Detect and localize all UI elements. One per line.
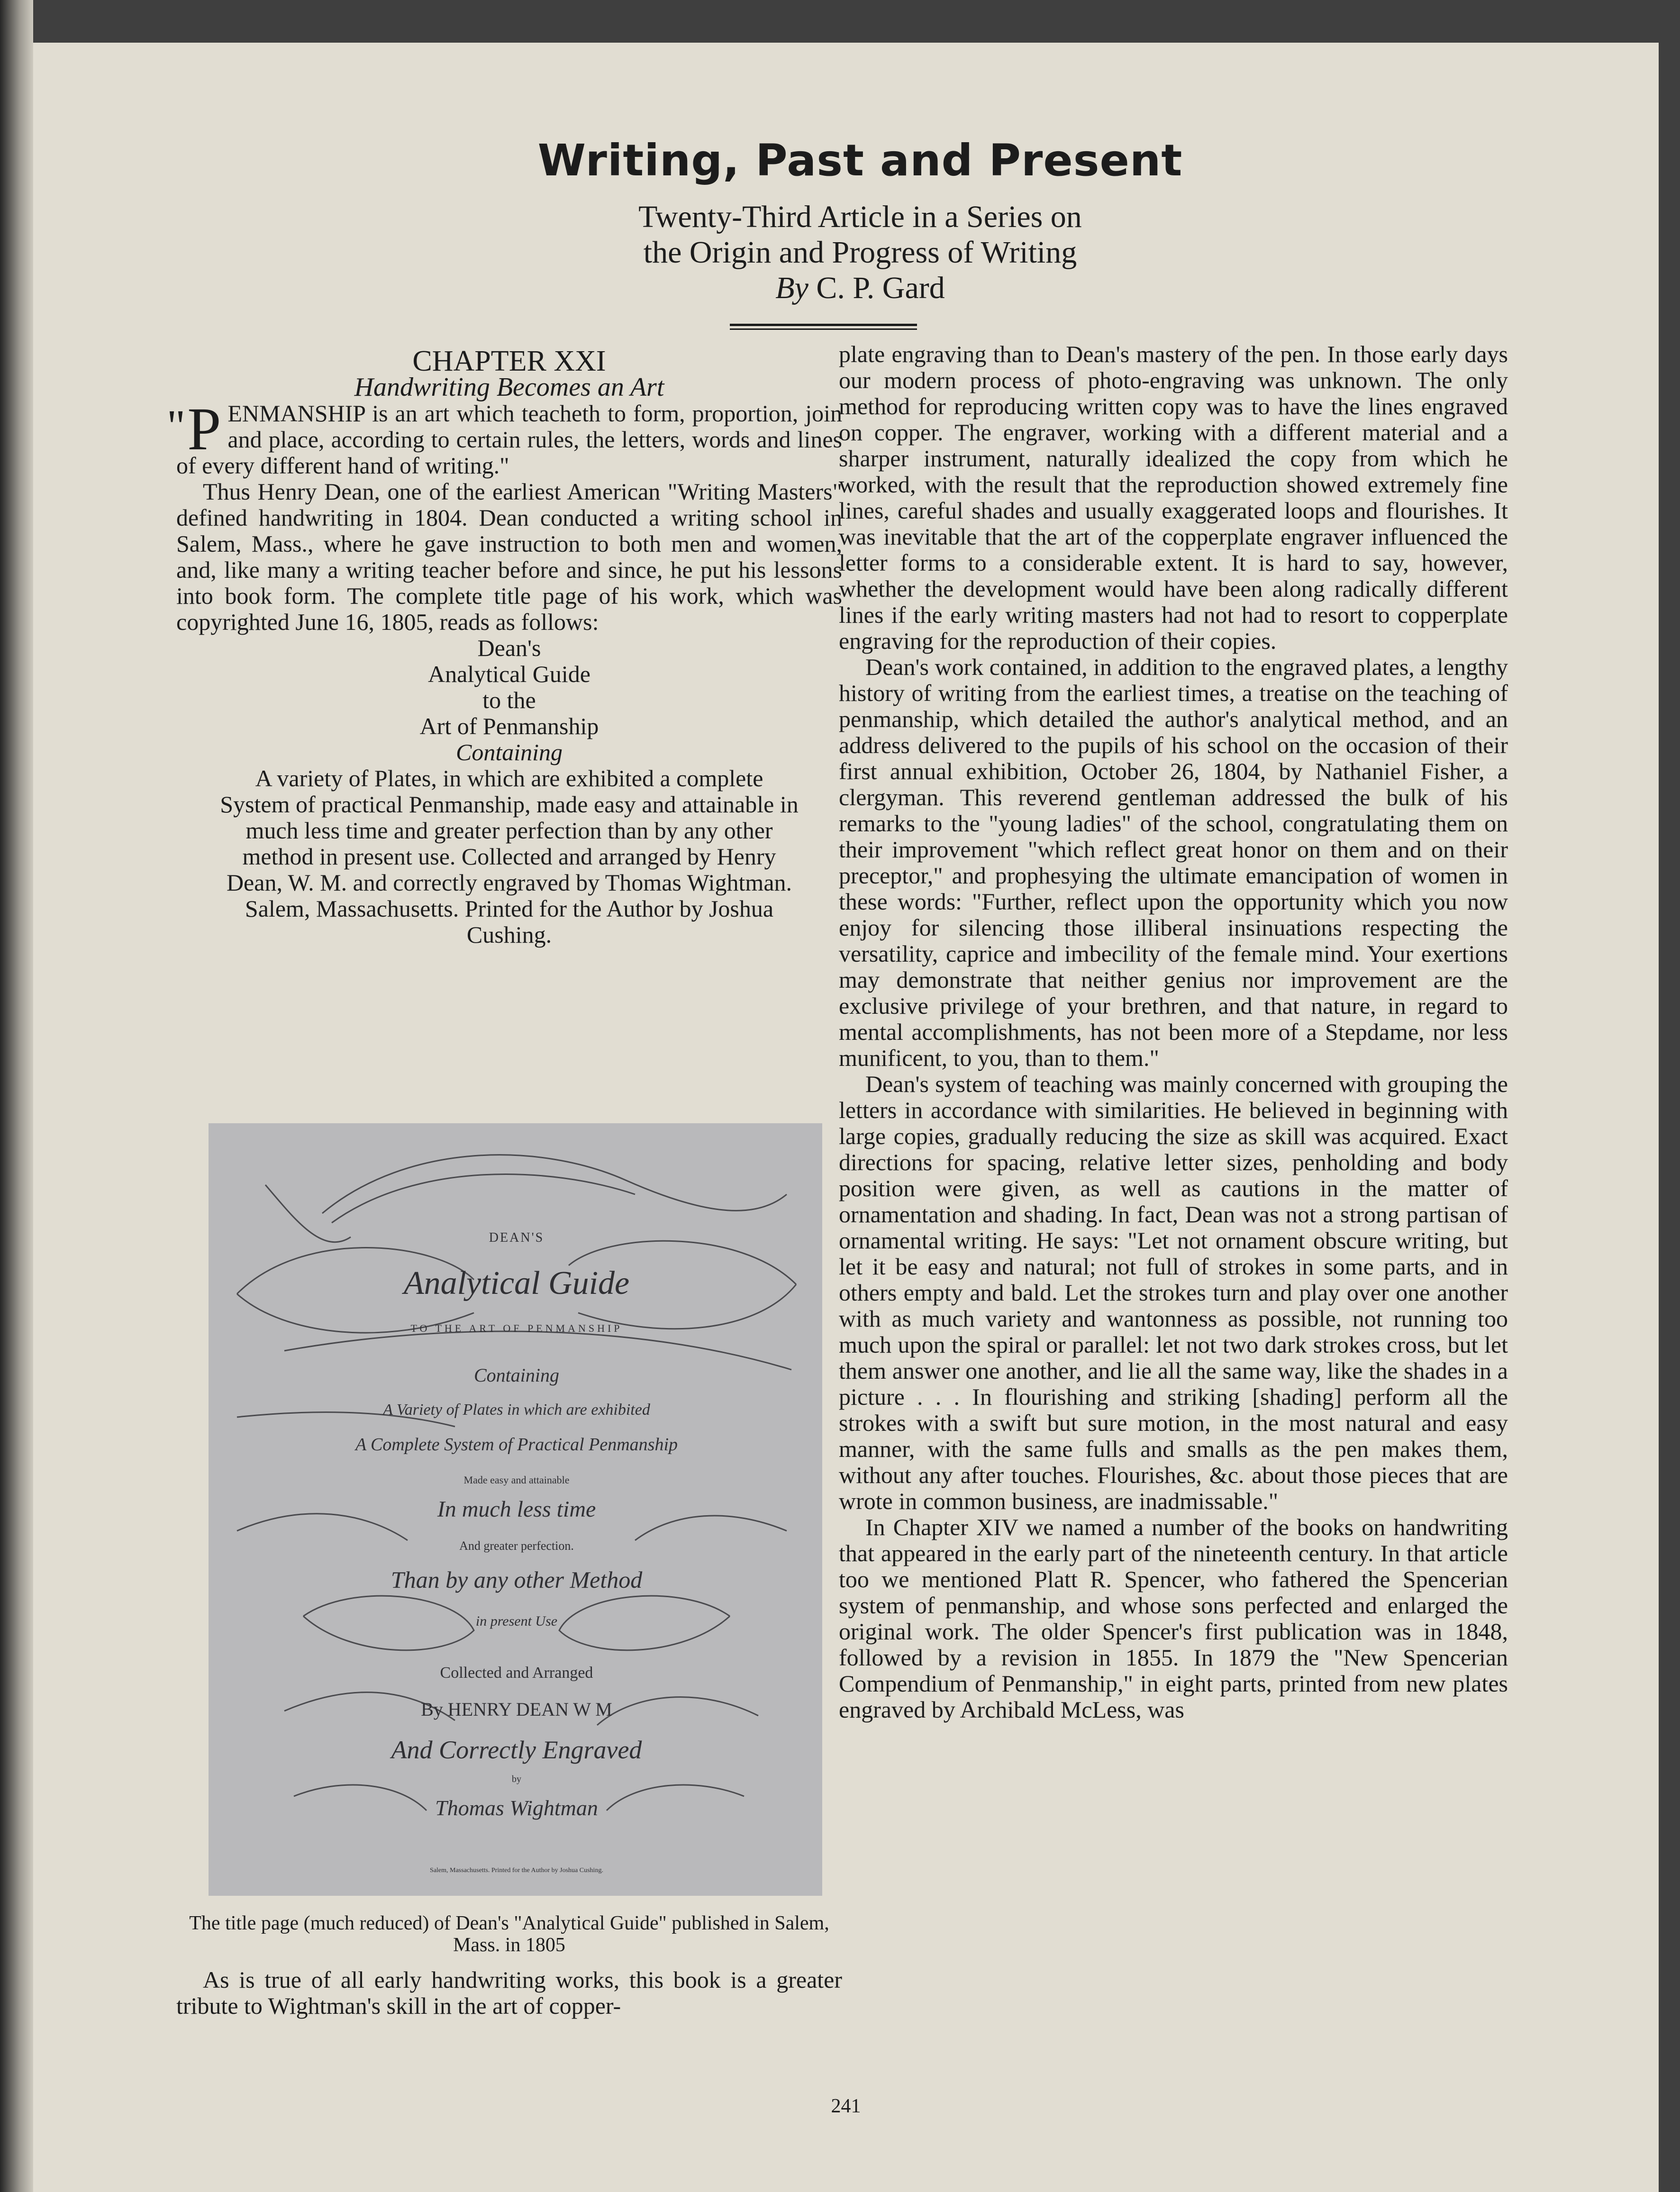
engraved-title-page-image bbox=[209, 1123, 822, 1896]
title-rule-bottom bbox=[730, 328, 917, 330]
opening-text: ENMANSHIP is an art which teacheth to form, proportion, join and place, according to certain rules, the letters, words and lines of every different hand of writing." bbox=[176, 400, 842, 479]
book-title-description: A variety of Plates, in which are exhibited a complete System of practical Penmanship, made easy and attainable in much less time and greater perfection than by any other method in present use. Collected and arranged by Henry Dean, W. M. and correctly engraved by Thomas Wightman. Salem, Massachusetts. Printed for the Author by Joshua Cushing. bbox=[220, 765, 799, 948]
plate-less-time: In much less time bbox=[437, 1497, 596, 1522]
image-caption: The title page (much reduced) of Dean's "Analytical Guide" published in Salem, Mass. in 1805 bbox=[189, 1912, 829, 1956]
left-column bbox=[167, 345, 842, 948]
plate-than-by: Than by any other Method bbox=[390, 1566, 643, 1593]
title-rule-top bbox=[730, 324, 917, 326]
plate-containing: Containing bbox=[473, 1364, 560, 1386]
plate-analytical: Analytical Guide bbox=[403, 1265, 630, 1301]
plate-imprint: Salem, Massachusetts. Printed for the Author by Joshua Cushing. bbox=[430, 1867, 603, 1874]
magazine-page bbox=[33, 43, 1659, 2192]
article-subtitle-line2: the Origin and Progress of Writing bbox=[643, 235, 1077, 270]
drop-cap: P bbox=[187, 395, 221, 463]
plate-variety: A Variety of Plates in which are exhibited bbox=[383, 1401, 650, 1419]
chapter-number: CHAPTER XXI bbox=[412, 345, 606, 377]
opening-quote: " bbox=[167, 400, 186, 451]
chapter-title: Handwriting Becomes an Art bbox=[354, 373, 664, 402]
paragraph: In Chapter XIV we named a number of the books on handwriting that appeared in the early part of the nineteenth century. In that article too we mentioned Platt R. Spencer, who fathered the Spencerian system of penmanship, and whose sons perfected and enlarged the original work. The older Spencer's first publication was in 1848, followed by a revision in 1855. In 1879 the "New Spencerian Compendium of Penmanship," in eight parts, printed from new plates engraved by Archibald McLess, was bbox=[839, 1514, 1508, 1723]
plate-engraved: And Correctly Engraved bbox=[391, 1736, 642, 1764]
byline-author: C. P. Gard bbox=[816, 271, 945, 305]
book-title-line: Dean's bbox=[477, 635, 541, 661]
book-title-line: Analytical Guide bbox=[428, 661, 590, 687]
plate-greater: And greater perfection. bbox=[459, 1539, 574, 1553]
book-title-line: Art of Penmanship bbox=[419, 713, 599, 739]
paragraph: plate engraving than to Dean's mastery of the pen. In those early days our modern process of photo-engraving was unknown. The only method for reproducing written copy was to have the lines engraved on copper. The engraver, working with a different material and a sharper instrument, naturally idealized the copy from which he worked, with the result that the reproduction showed extremely fine lines, careful shades and usually exaggerated loops and flourishes. It was inevitable that the art of the copperplate engraver influenced the letter forms to a considerable extent. It is hard to say, however, whether the development would have been along radically different lines if the early writing masters had not had to resort to copperplate engraving for the reproduction of their copies. bbox=[839, 341, 1508, 654]
paragraph: As is true of all early handwriting works, this book is a greater tribute to Wightman's skill in the art of copper- bbox=[176, 1966, 842, 2019]
flourish-decoration bbox=[209, 1123, 822, 1896]
plate-collected: Collected and Arranged bbox=[440, 1664, 593, 1682]
article-subtitle-line1: Twenty-Third Article in a Series on bbox=[638, 200, 1082, 234]
page-number: 241 bbox=[831, 2095, 861, 2117]
plate-by-dean: By HENRY DEAN W M bbox=[421, 1699, 612, 1720]
plate-complete: A Complete System of Practical Penmanship bbox=[355, 1435, 678, 1455]
plate-by: by bbox=[512, 1774, 521, 1784]
plate-deans: DEAN'S bbox=[489, 1230, 545, 1245]
paragraph: Thus Henry Dean, one of the earliest American "Writing Masters" defined handwriting in 1804. Dean conducted a writing school in Salem, Mass., where he gave instruction to both men and women, and, like many a writing teacher before and since, he put his lessons into book form. The complete title page of his work, which was copyrighted June 16, 1805, reads as follows: bbox=[176, 478, 842, 635]
paragraph: Dean's work contained, in addition to the engraved plates, a lengthy history of writing from the earliest times, a treatise on the teaching of penmanship, which detailed the author's analytical method, and an address delivered to the pupils of his school on the occasion of their first annual exhibition, October 26, 1804, by Nathaniel Fisher, a clergyman. This reverend gentleman addressed the bulk of his remarks to the "young ladies" of the school, congratulating them on their improvement "which reflect great honor on them and on their preceptor," and prophesying the ultimate emancipation of women in these words: "Further, reflect upon the opportunity which you now enjoy for silencing those illiberal insinuations respecting the versatility, caprice and imbecility of the female mind. Your exertions may demonstrate that neither genius nor improvement are the exclusive privilege of your brethren, and that nature, in regard to mental accomplishments, has not been more of a Stepdame, nor less munificent, to you, than to them." bbox=[839, 654, 1508, 1071]
opening-paragraph bbox=[167, 395, 842, 479]
plate-present-use: in present Use bbox=[475, 1613, 558, 1629]
left-column-continued bbox=[176, 1967, 842, 2019]
right-column bbox=[839, 341, 1508, 1723]
plate-wightman: Thomas Wightman bbox=[435, 1796, 598, 1820]
plate-made-easy: Made easy and attainable bbox=[463, 1474, 570, 1486]
book-title-line: to the bbox=[482, 687, 536, 713]
byline bbox=[33, 270, 1680, 306]
plate-art: TO THE ART OF PENMANSHIP bbox=[410, 1322, 623, 1334]
article-title: Writing, Past and Present bbox=[537, 135, 1183, 186]
paragraph: Dean's system of teaching was mainly concerned with grouping the letters in accordance with similarities. He believed in beginning with large copies, gradually reducing the size as skill was acquired. Exact directions for spacing, relative letter sizes, penholding and body position were given, as well as cautions in the matter of ornamentation and shading. In fact, Dean was not a strong partisan of ornamental writing. He says: "Let not ornament obscure writing, but let it be easy and natural; not full of strokes in some parts, and in others empty and bald. Let the strokes turn and play over one another with as much variety and wantonness as possible, not running too much upon the spiral or parallel: let not two dark strokes cross, but let them answer one another, and lie all the same way, like the shades in a picture . . . In flourishing and striking [shading] perform all the strokes with a swift but sure motion, in the most natural and easy manner, with the same fulls and smalls as the pen makes them, without any after touches. Flourishes, &c. about those pieces that are wrote in common business, are inadmissable." bbox=[839, 1071, 1508, 1514]
book-title-line: Containing bbox=[455, 739, 563, 765]
book-spine-shadow bbox=[0, 0, 33, 2192]
byline-prefix: By bbox=[775, 271, 808, 305]
